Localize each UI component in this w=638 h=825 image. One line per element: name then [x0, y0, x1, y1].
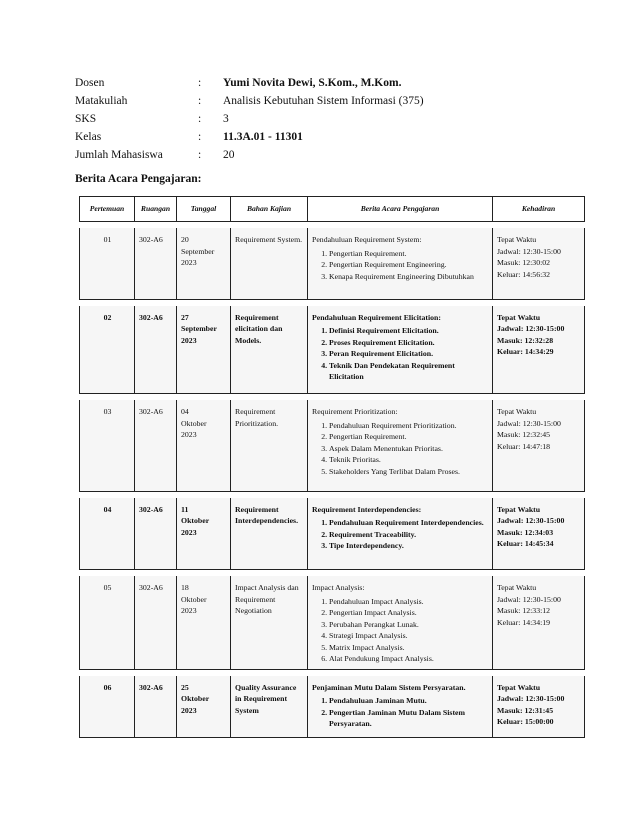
row-number: 06 [80, 676, 135, 738]
row-attendance: Tepat Waktu Jadwal: 12:30-15:00 Masuk: 12:33:12 Keluar: 14:34:19 [493, 576, 585, 669]
kelas-value: 11.3A.01 - 11301 [223, 131, 303, 143]
row-attendance: Tepat Waktu Jadwal: 12:30-15:00 Masuk: 12:32:45 Keluar: 14:47:18 [493, 400, 585, 491]
table-row [80, 228, 585, 299]
row-description: Pendahuluan Requirement System: 1. Pengertian Requirement. 2. Pengertian Requirement Engineering. 3. Kenapa Requirement Engineering Dibutuhkan [308, 228, 493, 299]
row-topic: Quality Assurance in Requirement System [231, 676, 308, 738]
col-bahan-kajian: Bahan Kajian [231, 197, 308, 222]
row-date: 20 September 2023 [177, 228, 231, 299]
col-tanggal: Tanggal [177, 197, 231, 222]
col-pertemuan: Pertemuan [80, 197, 135, 222]
row-attendance: Tepat Waktu Jadwal: 12:30-15:00 Masuk: 12:34:03 Keluar: 14:45:34 [493, 498, 585, 570]
row-date: 27 September 2023 [177, 306, 231, 394]
table-row [80, 306, 585, 394]
row-room: 302-A6 [135, 576, 177, 669]
row-room: 302-A6 [135, 306, 177, 394]
info-dosen: Dosen : Yumi Novita Dewi, S.Kom., M.Kom. [75, 77, 402, 89]
table-header [80, 197, 585, 222]
row-topic: Requirement Prioritization. [231, 400, 308, 491]
col-kehadiran: Kehadiran [493, 197, 585, 222]
row-date: 04 Oktober 2023 [177, 400, 231, 491]
row-number: 05 [80, 576, 135, 669]
col-berita-acara: Berita Acara Pengajaran [308, 197, 493, 222]
info-sks: SKS : 3 [75, 113, 229, 125]
table-row [80, 498, 585, 570]
row-date: 25 Oktober 2023 [177, 676, 231, 738]
row-number: 01 [80, 228, 135, 299]
row-date: 11 Oktober 2023 [177, 498, 231, 570]
row-attendance: Tepat Waktu Jadwal: 12:30-15:00 Masuk: 12:31:45 Keluar: 15:00:00 [493, 676, 585, 738]
info-matakuliah: Matakuliah : Analisis Kebutuhan Sistem Informasi (375) [75, 95, 424, 107]
table-row [80, 400, 585, 491]
attendance-table [79, 196, 585, 738]
info-jumlah: Jumlah Mahasiswa : 20 [75, 149, 235, 161]
row-description: Requirement Interdependencies: 1. Pendahuluan Requirement Interdependencies. 2. Requirement Traceability. 3. Tipe Interdependency. [308, 498, 493, 570]
row-number: 02 [80, 306, 135, 394]
row-description: Pendahuluan Requirement Elicitation: 1. Definisi Requirement Elicitation. 2. Proses Requirement Elicitation. 3. Peran Requirement Elicitation. 4. Teknik Dan Pendekatan Requirement Elicitation [308, 306, 493, 394]
row-room: 302-A6 [135, 676, 177, 738]
info-kelas: Kelas : 11.3A.01 - 11301 [75, 131, 303, 143]
row-attendance: Tepat Waktu Jadwal: 12:30-15:00 Masuk: 12:32:28 Keluar: 14:34:29 [493, 306, 585, 394]
table-body [80, 222, 585, 738]
jumlah-value: 20 [223, 149, 235, 161]
section-title: Berita Acara Pengajaran: [75, 173, 202, 185]
row-number: 03 [80, 400, 135, 491]
table-row [80, 576, 585, 669]
row-description: Requirement Prioritization: 1. Pendahuluan Requirement Prioritization. 2. Pengertian Requirement. 3. Aspek Dalam Menentukan Prioritas. 4. Teknik Prioritas. 5. Stakeholders Yang Terlibat Dalam Proses. [308, 400, 493, 491]
course-info [75, 74, 424, 164]
row-room: 302-A6 [135, 400, 177, 491]
row-attendance: Tepat Waktu Jadwal: 12:30-15:00 Masuk: 12:30:02 Keluar: 14:56:32 [493, 228, 585, 299]
row-number: 04 [80, 498, 135, 570]
row-topic: Requirement elicitation dan Models. [231, 306, 308, 394]
matakuliah-value: Analisis Kebutuhan Sistem Informasi (375) [223, 95, 424, 107]
table-row [80, 676, 585, 738]
col-ruangan: Ruangan [135, 197, 177, 222]
row-topic: Requirement Interdependencies. [231, 498, 308, 570]
row-date: 18 Oktober 2023 [177, 576, 231, 669]
dosen-value: Yumi Novita Dewi, S.Kom., M.Kom. [223, 77, 402, 89]
row-topic: Impact Analysis dan Requirement Negotiation [231, 576, 308, 669]
row-room: 302-A6 [135, 228, 177, 299]
row-room: 302-A6 [135, 498, 177, 570]
row-description: Penjaminan Mutu Dalam Sistem Persyaratan. 1. Pendahuluan Jaminan Mutu. 2. Pengertian Jaminan Mutu Dalam Sistem Persyaratan. [308, 676, 493, 738]
sks-value: 3 [223, 113, 229, 125]
row-topic: Requirement System. [231, 228, 308, 299]
row-description: Impact Analysis: 1. Pendahuluan Impact Analysis. 2. Pengertian Impact Analysis. 3. Perubahan Perangkat Lunak. 4. Strategi Impact Analysis. 5. Matrix Impact Analysis. 6. Alat Pendukung Impact Analysis. [308, 576, 493, 669]
